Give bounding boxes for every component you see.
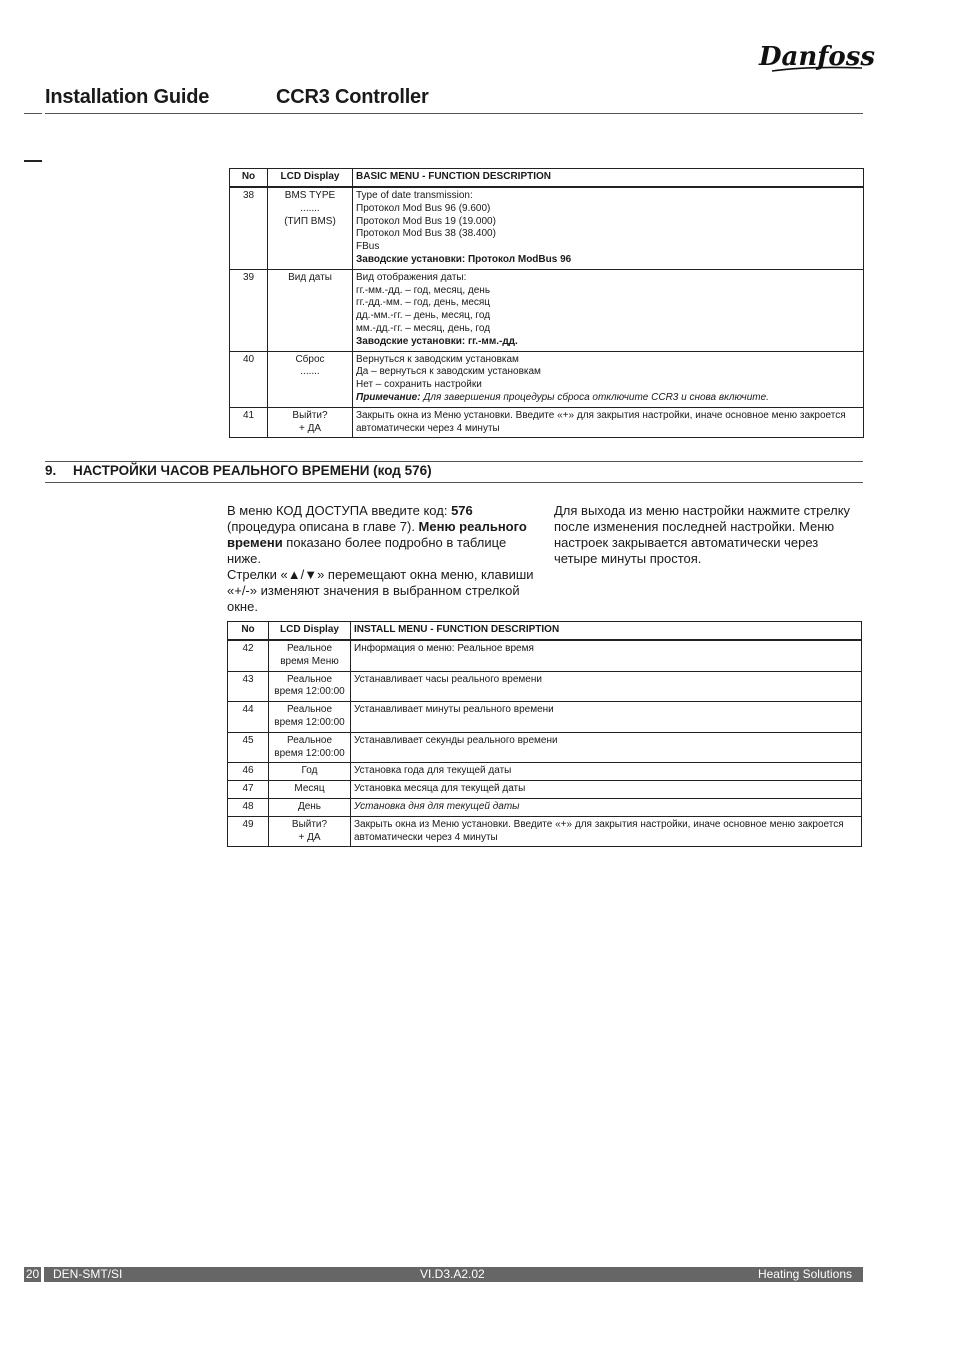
intro-left-paragraph [227, 503, 542, 615]
install-menu-table [227, 621, 862, 847]
header-rule-left [24, 113, 42, 114]
col-header-description: INSTALL MENU - FUNCTION DESCRIPTION [351, 622, 862, 641]
row-no: 49 [228, 816, 269, 847]
table-row [228, 763, 862, 781]
intro-arrows-text: Стрелки «▲/▼» перемещают окна меню, клавиши «+/-» изменяют значения в выбранном стрелкой окне. [227, 567, 534, 614]
desc-line: Протокол Mod Bus 38 (38.400) [356, 228, 496, 240]
logo-wordmark: Danfoss [758, 42, 876, 72]
lcd-line: ....... [300, 202, 320, 214]
row-lcd: Год [269, 763, 351, 781]
access-code: 576 [451, 503, 473, 518]
row-no: 48 [228, 798, 269, 816]
table-row [228, 798, 862, 816]
table-header-row [228, 622, 862, 641]
row-no: 38 [230, 187, 268, 269]
lcd-line: время Меню [280, 655, 339, 667]
row-description: Установка месяца для текущей даты [351, 781, 862, 799]
danfoss-logo [758, 38, 876, 76]
row-description: Установка дня для текущей даты [351, 798, 862, 816]
footer-bar [44, 1267, 863, 1282]
row-lcd [269, 671, 351, 702]
row-lcd [269, 816, 351, 847]
row-lcd [268, 351, 353, 407]
menu-name: Меню реального времени [227, 519, 527, 550]
factory-default: Заводские установки: гг.-мм.-дд. [356, 335, 518, 347]
row-no: 47 [228, 781, 269, 799]
row-description: Информация о меню: Реальное время [351, 640, 862, 671]
lcd-line: Реальное [286, 643, 333, 654]
table-row [228, 671, 862, 702]
table-row [230, 187, 864, 269]
factory-default: Заводские установки: Протокол ModBus 96 [356, 253, 572, 265]
desc-line: FBus [356, 241, 380, 253]
row-lcd [268, 407, 353, 438]
desc-line: гг.-дд.-мм. – год, день, месяц [356, 297, 491, 309]
lcd-line: Реальное [286, 673, 333, 685]
row-lcd [269, 640, 351, 671]
col-header-no: No [228, 622, 269, 641]
lcd-line: Выйти? [292, 409, 328, 421]
desc-line: Нет – сохранить настройки [356, 379, 482, 391]
row-lcd [269, 702, 351, 733]
desc-line: Да – вернуться к заводским установкам [356, 366, 541, 378]
row-lcd [269, 732, 351, 763]
intro-text: В меню КОД ДОСТУПА введите код: [227, 503, 452, 518]
margin-mark [24, 160, 42, 162]
row-no: 42 [228, 640, 269, 671]
intro-text: показано более подробно в таблице ниже. [227, 535, 507, 566]
row-no: 41 [230, 407, 268, 438]
row-description: Закрыть окна из Меню установки. Введите «+» для закрытия настройки, иначе основное меню закроется автоматически через 4 минуты [353, 407, 864, 438]
lcd-line: (ТИП BMS) [284, 215, 336, 227]
note [356, 392, 860, 405]
col-header-description: BASIC MENU - FUNCTION DESCRIPTION [353, 169, 864, 188]
table-row [230, 407, 864, 438]
col-header-no: No [230, 169, 268, 188]
row-no: 43 [228, 671, 269, 702]
section-rule-bottom [45, 482, 863, 483]
row-no: 46 [228, 763, 269, 781]
section-title: НАСТРОЙКИ ЧАСОВ РЕАЛЬНОГО ВРЕМЕНИ (код 576) [73, 463, 432, 478]
table-row [230, 269, 864, 351]
row-no: 45 [228, 732, 269, 763]
desc-line: Протокол Mod Bus 96 (9.600) [356, 202, 491, 214]
table-row [228, 702, 862, 733]
table-row [228, 732, 862, 763]
row-lcd: День [269, 798, 351, 816]
product-name: CCR3 Controller [276, 86, 429, 108]
danfoss-logo-mark [758, 38, 876, 76]
lcd-line: Реальное [286, 734, 333, 746]
row-no: 40 [230, 351, 268, 407]
document-title: Installation Guide [45, 86, 210, 108]
lcd-line: + ДА [298, 422, 322, 434]
desc-line: Type of date transmission: [356, 190, 473, 201]
footer-doc-id: DEN-SMT/SI [53, 1267, 123, 1281]
row-no: 39 [230, 269, 268, 351]
desc-line: Вид отображения даты: [356, 271, 467, 283]
col-header-lcd: LCD Display [268, 169, 353, 188]
col-header-lcd: LCD Display [269, 622, 351, 641]
row-description: Устанавливает секунды реального времени [351, 732, 862, 763]
lcd-line: время 12:00:00 [274, 716, 345, 728]
table-row [230, 351, 864, 407]
desc-line: Протокол Mod Bus 19 (19.000) [356, 215, 496, 227]
lcd-line: + ДА [298, 831, 321, 843]
desc-line: мм.-дд.-гг. – месяц, день, год [356, 322, 491, 334]
table-header-row [230, 169, 864, 188]
row-description: Устанавливает часы реального времени [351, 671, 862, 702]
row-description [353, 187, 864, 269]
row-description [353, 351, 864, 407]
table-row [228, 816, 862, 847]
row-lcd [268, 269, 353, 351]
lcd-line: ....... [300, 366, 320, 378]
intro-right-paragraph: Для выхода из меню настройки нажмите стрелку после изменения последней настройки. Меню настроек закрывается автоматически через четыре минуты простоя. [554, 503, 851, 566]
footer-doc-code: VI.D3.A2.02 [420, 1267, 485, 1281]
row-description [353, 269, 864, 351]
table-row [228, 781, 862, 799]
note-label: Примечание: [356, 391, 421, 403]
header-rule [45, 113, 863, 114]
lcd-line: Реальное [286, 704, 333, 716]
lcd-line: Сброс [295, 353, 325, 365]
desc-line: дд.-мм.-гг. – день, месяц, год [356, 310, 491, 322]
page-number: 20 [25, 1267, 40, 1281]
row-description: Установка года для текущей даты [351, 763, 862, 781]
lcd-line: время 12:00:00 [274, 747, 345, 759]
lcd-line: BMS TYPE [284, 190, 336, 201]
section-rule-top [45, 461, 863, 462]
intro-text: (процедура описана в главе 7). [227, 519, 419, 534]
desc-line: гг.-мм.-дд. – год, месяц, день [356, 284, 491, 296]
section-number: 9. [45, 463, 57, 478]
row-lcd: Месяц [269, 781, 351, 799]
row-description: Закрыть окна из Меню установки. Введите «+» для закрытия настройки, иначе основное меню закроется автоматически через 4 минуты [351, 816, 862, 847]
table-row [228, 640, 862, 671]
lcd-line: Выйти? [291, 818, 328, 830]
lcd-line: время 12:00:00 [274, 686, 345, 698]
desc-line: Вернуться к заводским установкам [356, 353, 519, 365]
note-text: Для завершения процедуры сброса отключите CCR3 и снова включите. [420, 391, 769, 403]
row-lcd [268, 187, 353, 269]
row-description: Устанавливает минуты реального времени [351, 702, 862, 733]
row-no: 44 [228, 702, 269, 733]
footer-division: Heating Solutions [757, 1267, 852, 1281]
section-heading [45, 463, 432, 478]
basic-menu-table [229, 168, 864, 438]
lcd-line: Вид даты [288, 271, 332, 283]
